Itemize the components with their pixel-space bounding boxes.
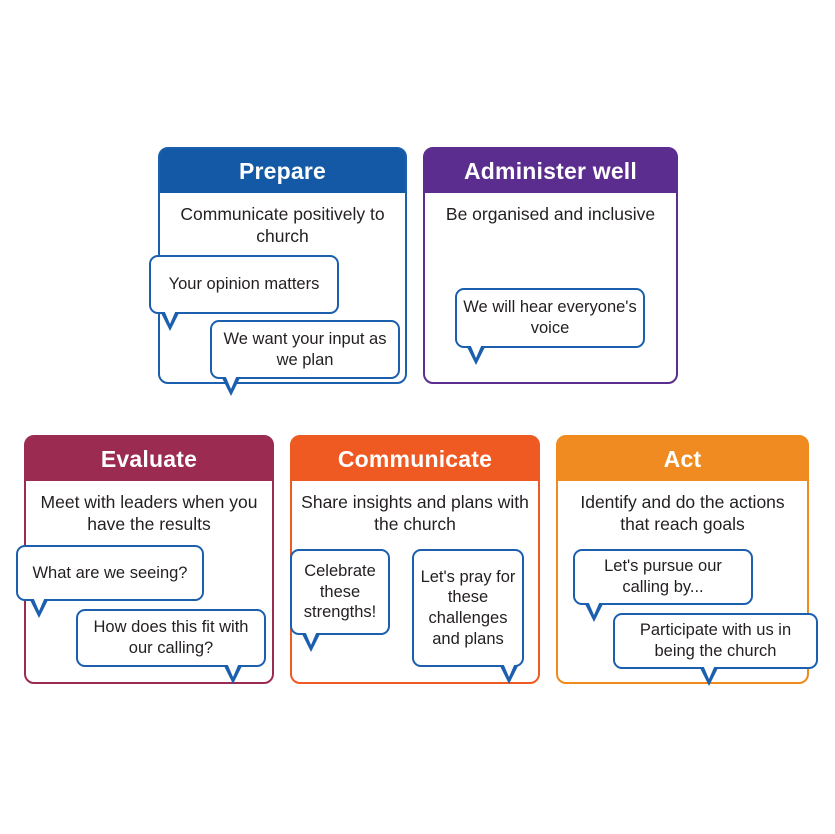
bubble-act-2-text: Participate with us in being the church (639, 621, 792, 660)
bubble-evaluate-1 (16, 545, 204, 601)
card-prepare-subtitle: Communicate positively to church (180, 204, 385, 247)
bubble-act-2-tail-fill (703, 665, 715, 679)
bubble-prepare-2 (210, 320, 400, 379)
bubble-prepare-2-text: We want your input as we plan (223, 329, 387, 369)
card-evaluate-subtitle: Meet with leaders when you have the results (40, 492, 258, 535)
card-administer-header: Administer well (425, 149, 676, 193)
bubble-evaluate-2-tail-fill (227, 663, 239, 677)
bubble-prepare-1 (149, 255, 339, 314)
card-administer (423, 147, 678, 384)
bubble-communicate-2 (412, 549, 524, 667)
bubble-communicate-1 (290, 549, 390, 635)
bubble-communicate-2-text: Let's pray for these challenges and plans (420, 567, 516, 648)
bubble-communicate-1-text: Celebrate these strengths! (303, 562, 377, 622)
bubble-evaluate-2-text: How does this fit with our calling? (93, 618, 249, 657)
bubble-prepare-1-tail-fill (164, 310, 176, 324)
card-administer-subtitle: Be organised and inclusive (445, 204, 656, 224)
bubble-act-1-text: Let's pursue our calling by... (604, 557, 722, 596)
bubble-act-1 (573, 549, 753, 605)
bubble-administer-1 (455, 288, 645, 348)
card-communicate-subtitle: Share insights and plans with the church (301, 492, 529, 535)
card-act-header: Act (558, 437, 807, 481)
bubble-prepare-1-text: Your opinion matters (168, 275, 320, 294)
bubble-administer-1-text: We will hear everyone's voice (463, 298, 637, 337)
bubble-act-1-tail-fill (588, 601, 600, 615)
bubble-communicate-1-tail-fill (305, 631, 317, 645)
bubble-administer-1-tail-fill (470, 344, 482, 358)
bubble-communicate-2-tail-fill (503, 663, 515, 677)
card-prepare-header: Prepare (160, 149, 405, 193)
card-evaluate-header: Evaluate (26, 437, 272, 481)
bubble-evaluate-1-text: What are we seeing? (32, 563, 188, 582)
card-act-subtitle: Identify and do the actions that reach goals (580, 492, 785, 535)
bubble-evaluate-2 (76, 609, 266, 667)
bubble-act-2 (613, 613, 818, 669)
card-communicate-header: Communicate (292, 437, 538, 481)
bubble-prepare-2-tail-fill (225, 375, 237, 389)
bubble-evaluate-1-tail-fill (33, 597, 45, 611)
